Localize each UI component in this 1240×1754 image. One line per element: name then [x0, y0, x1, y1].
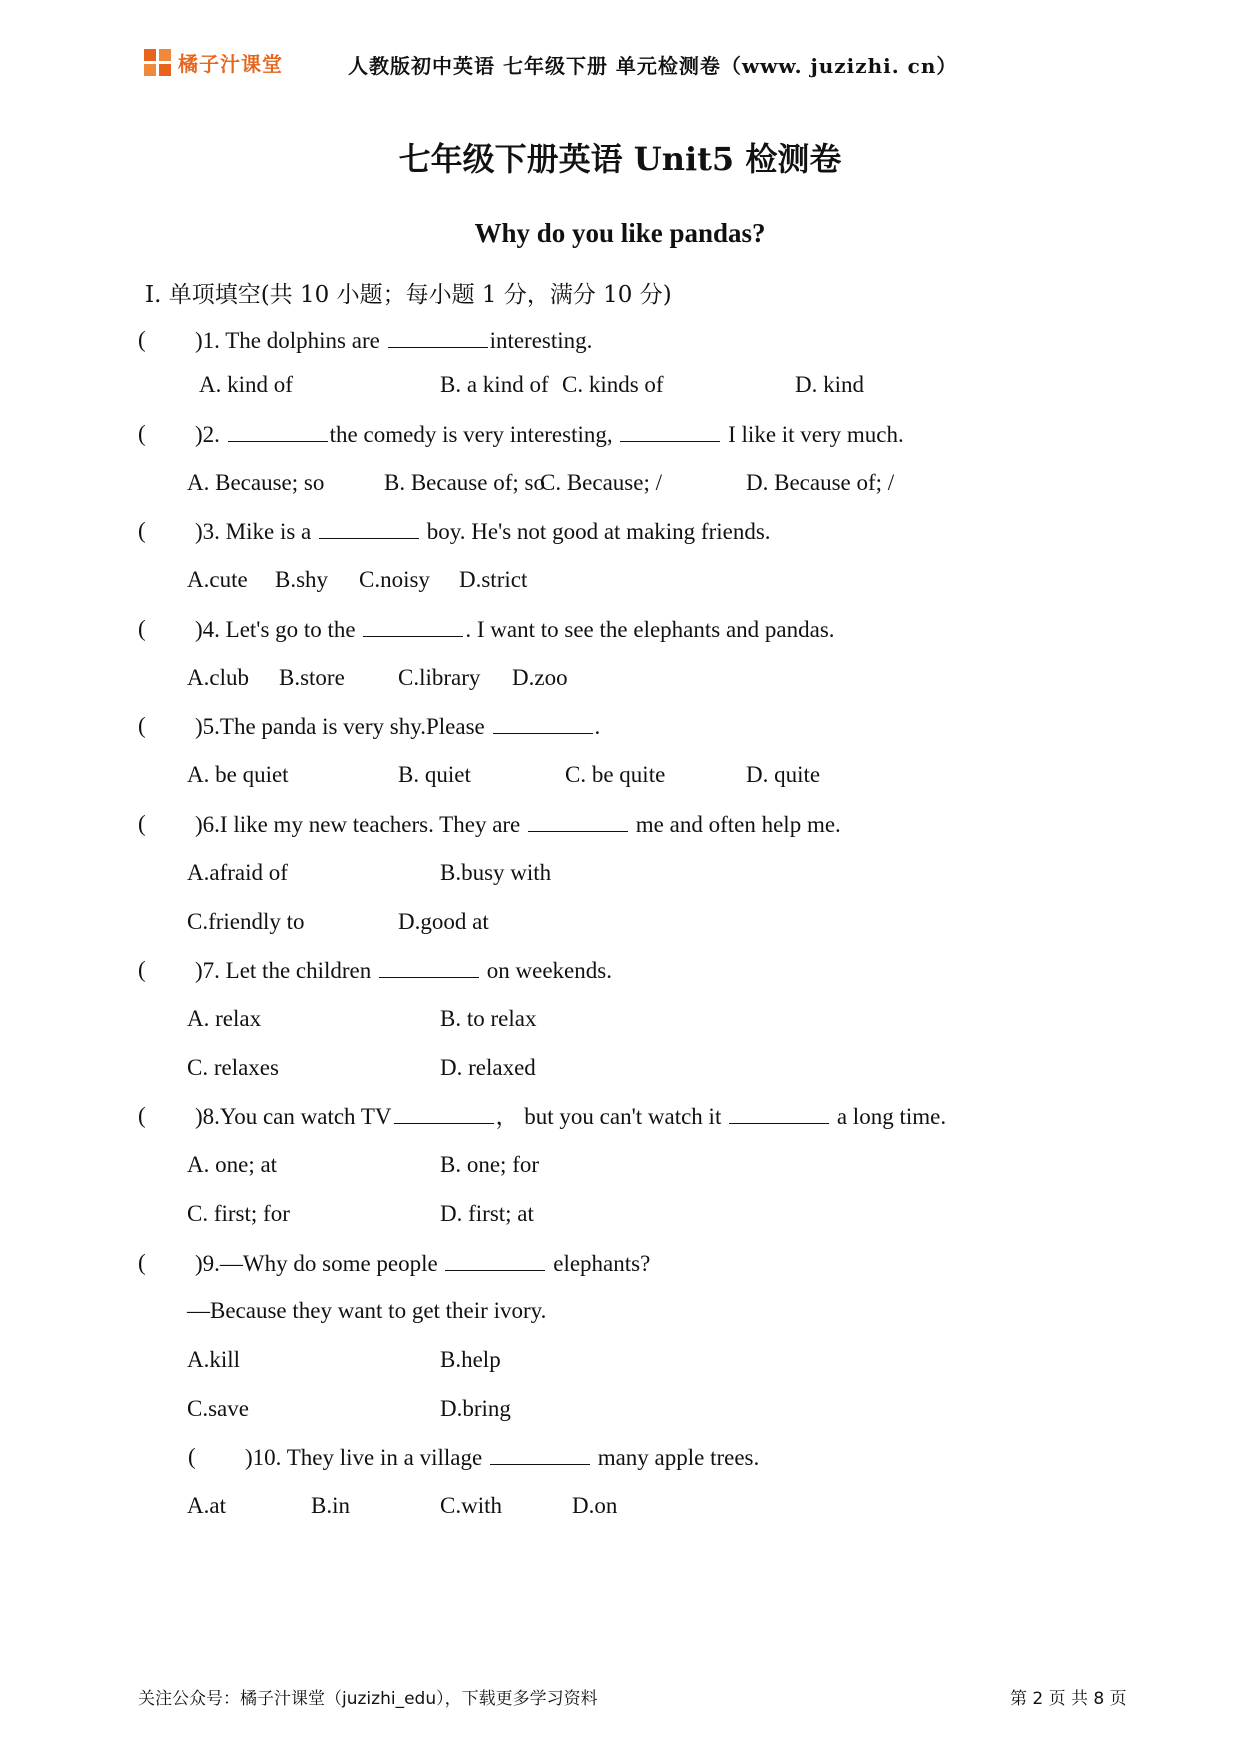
answer-paren: ( — [138, 421, 146, 446]
answer-blank — [363, 614, 463, 637]
option-b: B. to relax — [440, 1006, 537, 1031]
option-b: B.busy with — [440, 860, 552, 885]
answer-blank — [528, 809, 628, 832]
option-d: D. first; at — [440, 1201, 534, 1226]
option-c: C.noisy — [359, 567, 430, 592]
answer-paren: ( — [138, 518, 146, 543]
question-text: )9.—Why do some people elephants? — [195, 1248, 650, 1279]
answer-blank — [445, 1248, 545, 1271]
option-b: B. Because of; so — [384, 470, 545, 495]
option-c: C.friendly to — [187, 909, 305, 934]
logo-icon — [144, 49, 172, 77]
question-text: )3. Mike is a boy. He's not good at making friends. — [195, 516, 771, 547]
option-c: C.save — [187, 1396, 249, 1421]
reply-text: —Because they want to get their ivory. — [187, 1298, 547, 1323]
option-b: B.help — [440, 1347, 501, 1372]
option-b: B.shy — [275, 567, 329, 592]
option-d: D.strict — [459, 567, 528, 592]
question-text: )4. Let's go to the . I want to see the elephants and pandas. — [195, 614, 835, 645]
question-text: )7. Let the children on weekends. — [195, 955, 612, 986]
option-b: B.in — [311, 1493, 350, 1518]
option-d: D.zoo — [512, 665, 568, 690]
option-d: D.bring — [440, 1396, 511, 1421]
answer-blank — [490, 1442, 590, 1465]
header-title: 人教版初中英语 七年级下册 单元检测卷（www. juzizhi. cn） — [348, 54, 958, 78]
answer-paren: ( — [188, 1444, 196, 1469]
option-b: B.store — [279, 665, 345, 690]
option-a: A. kind of — [199, 372, 293, 397]
option-a: A.kill — [187, 1347, 241, 1372]
option-b: B. one; for — [440, 1152, 540, 1177]
question-text: )8.You can watch TV ， but you can't watch it a long time. — [195, 1101, 946, 1132]
answer-blank — [729, 1101, 829, 1124]
option-a: A. relax — [187, 1006, 262, 1031]
question-text: )1. The dolphins are interesting. — [195, 325, 592, 356]
answer-paren: ( — [138, 957, 146, 982]
section-heading: Ⅰ. 单项填空(共 10 小题；每小题 1 分，满分 10 分) — [145, 282, 672, 308]
option-b: B. a kind of — [440, 372, 549, 397]
answer-blank — [388, 325, 488, 348]
answer-paren: ( — [138, 616, 146, 641]
question-text: )6.I like my new teachers. They are me and often help me. — [195, 809, 841, 840]
question-text: )10. They live in a village many apple trees. — [245, 1442, 759, 1473]
answer-paren: ( — [138, 1103, 146, 1128]
question-text: )2. the comedy is very interesting, I like it very much. — [195, 419, 904, 450]
option-d: D. kind — [795, 372, 864, 397]
option-d: D.on — [572, 1493, 618, 1518]
option-c: C. first; for — [187, 1201, 290, 1226]
brand-logo — [144, 48, 283, 77]
option-a: A. one; at — [187, 1152, 278, 1177]
question-text: )5.The panda is very shy.Please . — [195, 711, 600, 742]
option-d: D.good at — [398, 909, 489, 934]
option-a: A.club — [187, 665, 249, 690]
answer-blank — [620, 419, 720, 442]
page-header — [140, 44, 1140, 84]
option-c: C. relaxes — [187, 1055, 279, 1080]
option-a: A.at — [187, 1493, 226, 1518]
option-d: D. quite — [746, 762, 821, 787]
option-c: C. be quite — [565, 762, 666, 787]
document-title: 七年级下册英语 Unit5 检测卷 — [398, 140, 842, 178]
option-d: D. relaxed — [440, 1055, 536, 1080]
option-a: A.cute — [187, 567, 248, 592]
answer-blank — [394, 1101, 494, 1124]
option-a: A. Because; so — [187, 470, 325, 495]
page-number: 第 2 页 共 8 页 — [1010, 1689, 1127, 1709]
option-a: A.afraid of — [187, 860, 288, 885]
answer-blank — [319, 516, 419, 539]
answer-blank — [493, 711, 593, 734]
answer-blank — [379, 955, 479, 978]
option-c: C. Because; / — [540, 470, 662, 495]
option-c: C.with — [440, 1493, 502, 1518]
answer-paren: ( — [138, 327, 146, 352]
answer-paren: ( — [138, 713, 146, 738]
footer-note: 关注公众号：橘子汁课堂（juzizhi_edu），下载更多学习资料 — [138, 1689, 598, 1709]
answer-blank — [228, 419, 328, 442]
option-a: A. be quiet — [187, 762, 289, 787]
option-c: C. kinds of — [562, 372, 664, 397]
option-d: D. Because of; / — [746, 470, 895, 495]
answer-paren: ( — [138, 811, 146, 836]
document-subtitle: Why do you like pandas? — [474, 218, 766, 248]
logo-text: 橘子汁课堂 — [178, 52, 283, 76]
answer-paren: ( — [138, 1250, 146, 1275]
option-c: C.library — [398, 665, 481, 690]
option-b: B. quiet — [398, 762, 471, 787]
